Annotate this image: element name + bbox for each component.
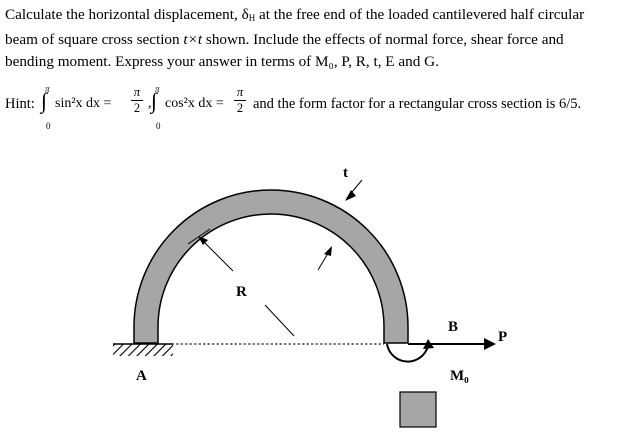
- radius-line: [265, 305, 294, 336]
- hint-tail: and the form factor for a rectangular cross section is 6/5.: [253, 96, 582, 112]
- integral-2-upper-limit: π: [155, 84, 160, 94]
- square-cross-section: [400, 392, 436, 427]
- integral-2-expression: cos²x dx =: [165, 96, 224, 111]
- half-circular-beam: [134, 190, 408, 343]
- problem-line-2-a: beam of square cross section: [5, 31, 184, 48]
- label-R: R: [236, 284, 247, 300]
- problem-line-3: bending moment. Express your answer in terms of M₀, P, R, t, E and G.: [5, 53, 439, 70]
- force-p-arrowhead: [484, 338, 496, 350]
- integral-1-expression: sin²x dx =: [55, 96, 112, 111]
- hint-separator: ,: [148, 96, 152, 111]
- problem-line-1-a: Calculate the horizontal displacement, δ: [5, 6, 249, 23]
- integral-1-lower-limit: 0: [46, 121, 51, 131]
- problem-line-1-b: at the free end of the loaded cantilevered half circular: [255, 6, 585, 23]
- label-A: A: [136, 368, 147, 384]
- integral-2-sign: ∫: [151, 88, 158, 113]
- label-M0: M₀: [450, 368, 469, 384]
- integral-2-lower-limit: 0: [156, 121, 161, 131]
- thickness-arrowhead-outer: [345, 190, 356, 201]
- integral-1-sign: ∫: [41, 88, 48, 113]
- label-t: t: [343, 165, 348, 181]
- hint-label: Hint:: [5, 96, 35, 112]
- integral-1-result-denominator: 2: [133, 101, 141, 115]
- label-P: P: [498, 329, 508, 345]
- integral-1-upper-limit: π: [45, 84, 50, 94]
- thickness-arrowhead-inner: [324, 246, 332, 256]
- integral-1-result-numerator: π: [131, 85, 143, 101]
- label-B: B: [448, 319, 459, 335]
- moment-arc: [387, 344, 428, 362]
- cross-section-size: t×t: [183, 31, 203, 48]
- integral-2-result-numerator: π: [234, 85, 246, 101]
- problem-line-2-b: shown. Include the effects of normal force, shear force and: [202, 31, 564, 48]
- integral-2-result-denominator: 2: [236, 101, 244, 115]
- delta-subscript: H: [248, 13, 256, 23]
- fixed-support-hatch: [113, 344, 173, 356]
